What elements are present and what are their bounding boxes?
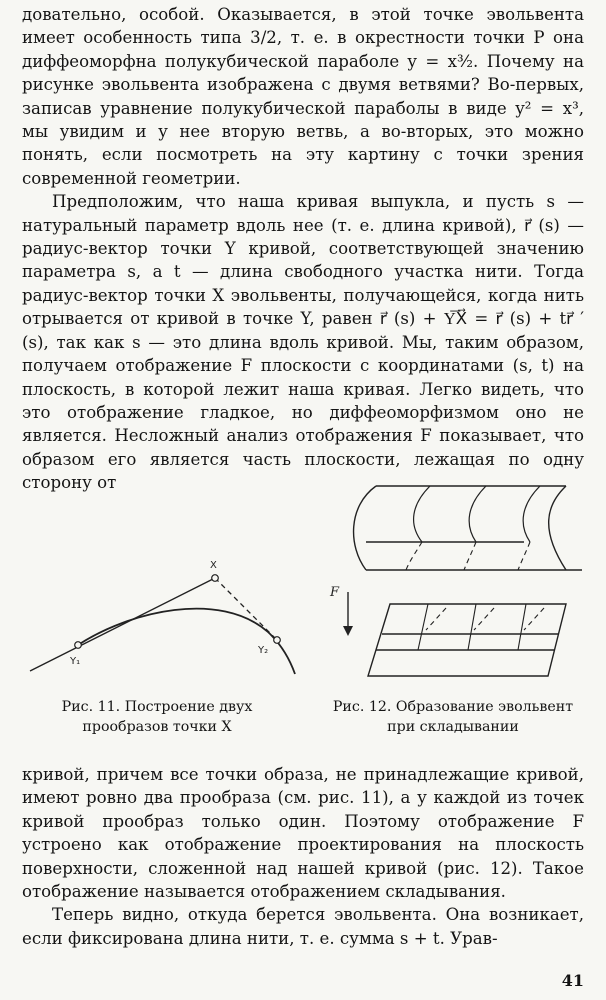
paragraph-4: Теперь видно, откуда берется эвольвента. Она возникает, если фиксирована длина нити, т. е. сумма s + t. Урав-	[22, 905, 584, 948]
surface-dashed-1	[406, 542, 422, 570]
label-y1: Y₁	[70, 656, 81, 667]
dashed-thread	[215, 578, 277, 640]
label-y2: Y₂	[258, 645, 269, 656]
figure-11-caption: Рис. 11. Построение двух прообразов точки X	[61, 699, 253, 735]
page-number: 41	[561, 971, 584, 990]
text-block-top	[22, 3, 584, 495]
surface-generator-3	[523, 486, 540, 542]
plane-dash-1	[426, 608, 446, 630]
plane-dash-2	[474, 608, 494, 630]
surface-generator-1	[414, 486, 430, 542]
tangent-line	[30, 578, 215, 671]
figure-12-caption: Рис. 12. Образование эвольвент при складывании	[332, 699, 574, 735]
paragraph-1: довательно, особой. Оказывается, в этой точке эвольвента имеет особенность типа 3/2, т. е. в окрестности точки P она диффеоморфна полукубической параболе y = x³⁄₂. Почему на рисунке эвольвента изображена с двумя ветвями? Во-первых, записав уравнение полукубической параболы в виде y² = x³, мы увидим и у нее вторую ветвь, а во-вторых, это можно понять, если посмотреть на эту картину с точки зрения современной геометрии.	[22, 5, 584, 188]
surface-dashed-3	[518, 542, 530, 570]
point-x	[212, 575, 219, 582]
surface-right-edge	[549, 486, 566, 570]
paragraph-3: кривой, причем все точки образа, не принадлежащие кривой, имеют ровно два прообраза (см. рис. 11), а у каждой из точек кривой прообраз только один. Поэтому отображение F устроено как отображение проектирования на плоскость поверхности, сложенной над нашей кривой (рис. 12). Такое отображение называется отображением складывания.	[22, 765, 584, 902]
point-y1	[75, 642, 82, 649]
paragraph-2: Предположим, что наша кривая выпукла, и пусть s — натуральный параметр вдоль нее (т. е. длина кривой), r⃗ (s) — радиус-вектор точки Y кривой, соответствующей значению параметра s, а t — длина свободного участка нити. Тогда радиус-вектор точки X эвольвенты, получающейся, когда нить отрывается от кривой в точке Y, равен r⃗ (s) + Y͞X⃗ = r⃗ (s) + tr⃗ ′ (s), так как s — это длина вдоль кривой. Мы, таким образом, получаем отображение F плоскости с координатами (s, t) на плоскость, в которой лежит наша кривая. Легко видеть, что это отображение гладкое, но диффеоморфизмом оно не является. Несложный анализ отображения F показывает, что образом его является часть плоскости, лежащая по одну сторону от	[22, 192, 584, 493]
arrow-head	[343, 626, 353, 636]
convex-curve	[78, 609, 295, 674]
figure-12	[326, 480, 582, 690]
text-block-bottom	[22, 763, 584, 950]
figure-11	[20, 556, 300, 682]
surface-dashed-2	[464, 542, 476, 570]
label-f: F	[330, 585, 340, 600]
figure-11-drawing	[20, 556, 300, 682]
label-x: X	[210, 560, 217, 571]
plane-seg-3	[518, 604, 526, 650]
plane-seg-1	[418, 604, 428, 650]
plane-dash-3	[524, 608, 544, 630]
plane-seg-2	[468, 604, 476, 650]
surface-fold-edge	[354, 486, 376, 570]
point-y2	[274, 637, 281, 644]
surface-generator-2	[469, 486, 486, 542]
figure-12-drawing	[326, 480, 582, 690]
plane	[368, 604, 566, 676]
